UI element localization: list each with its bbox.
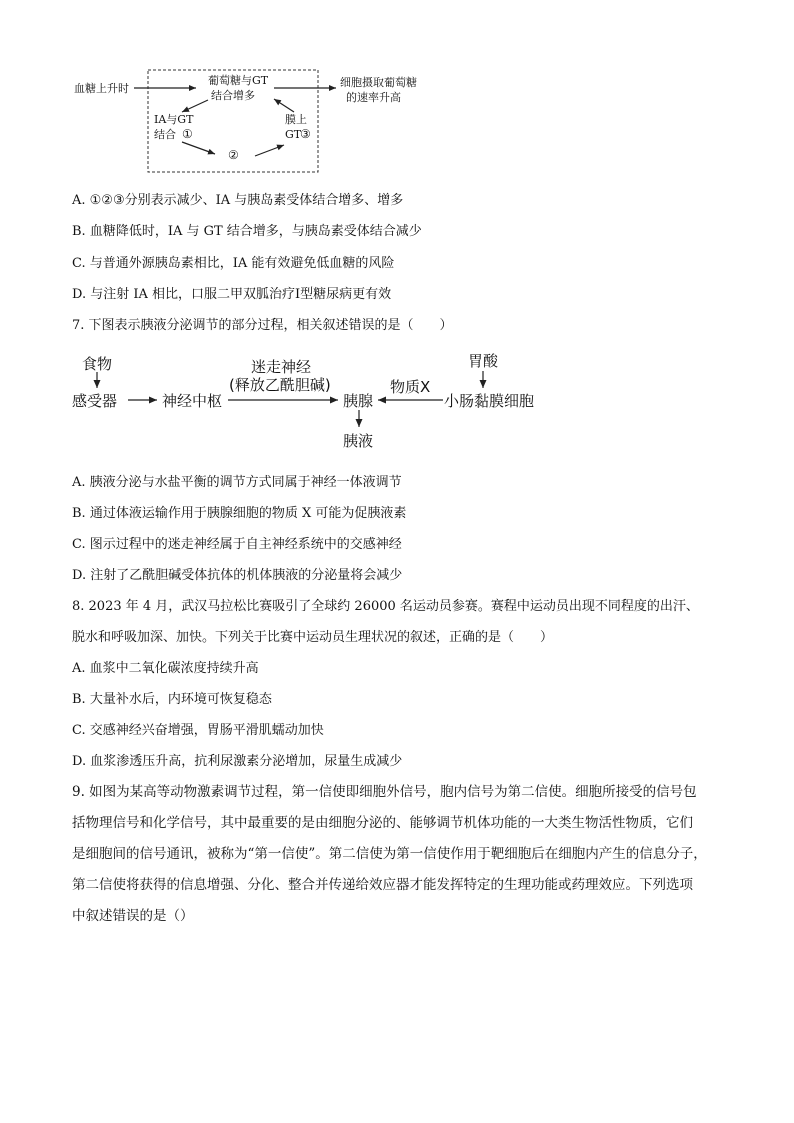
- q6-option-b: B. 血糖降低时，IA 与 GT 结合增多，与胰岛素受体结合减少: [72, 224, 422, 239]
- q9-line5: 中叙述错误的是（）: [72, 908, 194, 924]
- d1-right-line1: 细胞摄取葡萄糖: [340, 76, 417, 89]
- d2-receptor: 感受器: [72, 392, 118, 410]
- q8-option-c: C. 交感神经兴奋增强，胃肠平滑肌蠕动加快: [72, 723, 324, 738]
- d2-pancreas: 胰腺: [343, 392, 374, 410]
- d1-center-line1: 葡萄糖与GT: [208, 74, 269, 87]
- d2-release: (释放乙酰胆碱): [229, 376, 331, 394]
- d1-ia-gt-line2: 结合: [154, 128, 176, 141]
- q7-option-b: B. 通过体液运输作用于胰腺细胞的物质 X 可能为促胰液素: [72, 506, 407, 521]
- q6-option-a: A. ①②③分别表示减少、IA 与胰岛素受体结合增多、增多: [72, 193, 404, 208]
- d2-vagus: 迷走神经: [251, 358, 312, 376]
- d1-membrane-line1: 膜上: [285, 113, 307, 126]
- d1-membrane-line2: GT: [285, 128, 302, 141]
- d1-blood-sugar-rise: 血糖上升时: [74, 82, 129, 95]
- d2-center: 神经中枢: [162, 392, 223, 410]
- d1-num1: ①: [182, 127, 193, 141]
- d2-substance-x: 物质X: [390, 378, 431, 396]
- q7-option-d: D. 注射了乙酰胆碱受体抗体的机体胰液的分泌量将会减少: [72, 568, 403, 583]
- d2-food: 食物: [82, 355, 113, 373]
- d1-center-line2: 结合增多: [211, 89, 255, 102]
- q8-option-d: D. 血浆渗透压升高，抗利尿激素分泌增加，尿量生成减少: [72, 754, 403, 769]
- q8-stem-line2: 脱水和呼吸加深、加快。下列关于比赛中运动员生理状况的叙述，正确的是（ ）: [72, 630, 554, 645]
- d1-num3: ③: [300, 127, 311, 141]
- d1-num2: ②: [228, 148, 239, 162]
- q9-line3: 是细胞间的信号通讯，被称为“第一信使”。第二信使为第一信使作用于靶细胞后在细胞内产生的信息分子，: [72, 846, 707, 862]
- q9-paragraph: [72, 777, 732, 932]
- q6-option-d: D. 与注射 IA 相比，口服二甲双胍治疗Ⅰ型糖尿病更有效: [72, 287, 392, 302]
- d2-juice: 胰液: [343, 432, 374, 450]
- q8-stem-line1: 8. 2023 年 4 月，武汉马拉松比赛吸引了全球约 26000 名运动员参赛。赛程中运动员出现不同程度的出汗、: [72, 599, 699, 614]
- q9-line2: 括物理信号和化学信号，其中最重要的是由细胞分泌的、能够调节机体功能的一大类生物活性物质，它们: [72, 815, 693, 831]
- q7-option-c: C. 图示过程中的迷走神经属于自主神经系统中的交感神经: [72, 537, 402, 552]
- q9-line1: 9. 如图为某高等动物激素调节过程，第一信使即细胞外信号，胞内信号为第二信使。细胞所接受的信号包: [72, 784, 697, 800]
- q9-line4: 第二信使将获得的信息增强、分化、整合并传递给效应器才能发挥特定的生理功能或药理效应。下列选项: [72, 877, 693, 893]
- d2-gastric-acid: 胃酸: [468, 352, 499, 370]
- d1-ia-gt-line1: IA与GT: [154, 113, 194, 126]
- q8-option-b: B. 大量补水后，内环境可恢复稳态: [72, 692, 272, 707]
- q7-option-a: A. 胰液分泌与水盐平衡的调节方式同属于神经一体液调节: [72, 475, 402, 490]
- d2-mucosa: 小肠黏膜细胞: [444, 392, 535, 410]
- q6-option-c: C. 与普通外源胰岛素相比，IA 能有效避免低血糖的风险: [72, 256, 395, 271]
- q8-option-a: A. 血浆中二氧化碳浓度持续升高: [72, 661, 259, 676]
- d1-right-line2: 的速率升高: [346, 91, 401, 104]
- q7-stem: 7. 下图表示胰液分泌调节的部分过程，相关叙述错误的是（ ）: [72, 318, 453, 333]
